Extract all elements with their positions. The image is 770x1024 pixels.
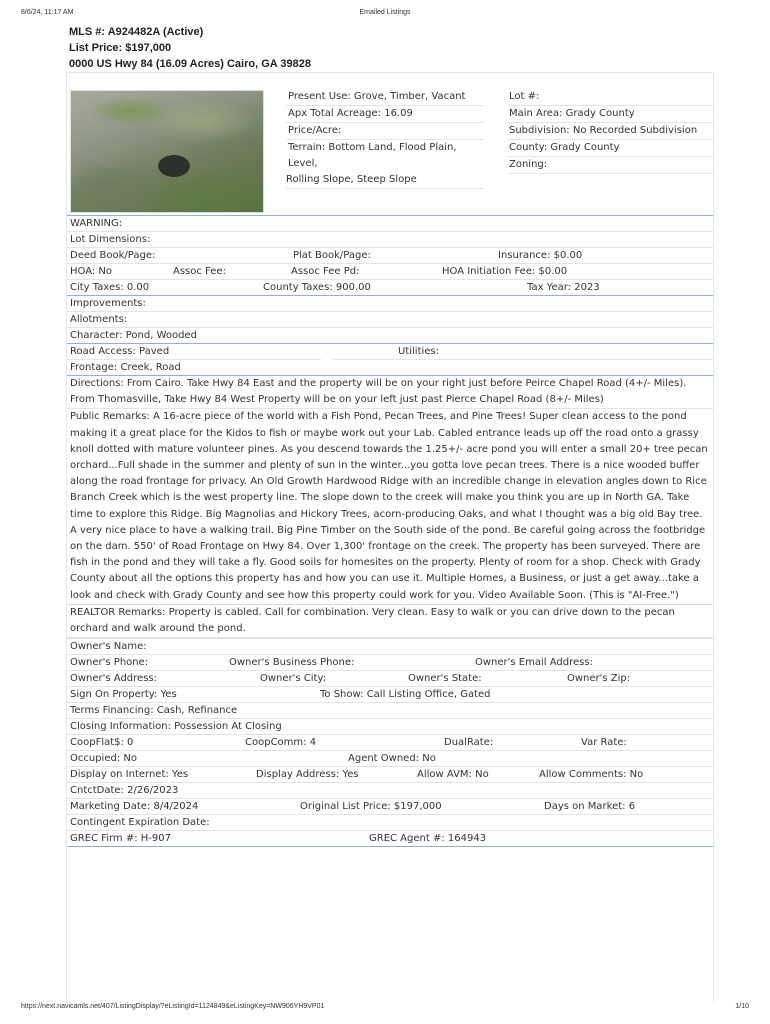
marketing-date: Marketing Date: 8/4/2024 — [70, 801, 199, 813]
row-public-remarks: Public Remarks: A 16-acre piece of the world with a Fish Pond, Pecan Trees, and Pine Trees! Super clean access to the pond making it a great place for the Kidos to fish or maybe work out your Lab. Cabled entrance leads up off the road onto a grassy knoll dotted with mature volunteer pines. As you descend towards the 1.25+/- acre pond you will enter a small 20+ tree pecan orchard...Full shade in the summer and plenty of sun in the winter...you gotta love pecan trees. There is a nice wooded buffer along the road frontage for privacy. An Old Growth Hardwood Ridge with an incredible change in elevation angles down to Rice Branch Creek which is the west property line. The slope down to the creek will make you think you are up in North GA. Take time to explore this Ridge. Big Magnolias and Hickory Trees, acorn-producing Oaks, and what I thought was a big old Bay tree. A very nice place to have a walking trail. Big Pine Timber on the South side of the pond. Be careful going across the footbridge on the dam. 550' of Road Frontage on Hwy 84. Over 1,300' frontage on the creek. The property has been surveyed. There are fish in the pond and they will take a fly. Good soils for homesites on the property. Plenty of room for a shop. Check with Grady County about all the options this property has and how you can use it. Multiple Homes, a Business, or just a get away...take a look and check with Grady County and see how this property could work for you. Video Available Soon. (This is "AI-Free.") — [67, 409, 713, 604]
fact-lot-number: Lot #: — [507, 89, 713, 106]
coop-comm: CoopComm: 4 — [245, 737, 317, 749]
plat-book: Plat Book/Page: — [293, 250, 371, 261]
fact-present-use: Present Use: Grove, Timber, Vacant — [286, 89, 484, 106]
original-list-price: Original List Price: $197,000 — [300, 801, 442, 813]
row-allotments — [67, 312, 713, 328]
details-section — [67, 216, 713, 847]
fact-terrain-line2: Rolling Slope, Steep Slope — [286, 174, 417, 185]
owner-zip: Owner's Zip: — [567, 673, 631, 685]
insurance: Insurance: $0.00 — [498, 250, 583, 261]
facts-column-left — [286, 89, 484, 189]
allow-avm: Allow AVM: No — [417, 769, 489, 781]
row-sign — [67, 687, 713, 703]
row-owner-name — [67, 639, 713, 655]
owner-address: Owner's Address: — [70, 673, 157, 685]
row-occupied — [67, 751, 713, 767]
fact-subdivision: Subdivision: No Recorded Subdivision — [507, 123, 713, 140]
fact-terrain — [286, 140, 484, 189]
row-warning — [67, 216, 713, 232]
owner-city: Owner's City: — [260, 673, 327, 685]
lot-dimensions-label: Lot Dimensions: — [70, 234, 151, 245]
var-rate: Var Rate: — [581, 737, 627, 749]
listing-panel — [66, 72, 714, 1003]
owner-email: Owner's Email Address: — [475, 657, 593, 669]
row-contingent — [67, 815, 713, 831]
summary-section — [67, 73, 713, 216]
print-date: 8/6/24, 11:17 AM — [21, 9, 74, 16]
owner-business-phone: Owner's Business Phone: — [229, 657, 355, 669]
deed-book: Deed Book/Page: — [70, 250, 156, 261]
row-owner-phone — [67, 655, 713, 671]
row-coop — [67, 735, 713, 751]
hoa: HOA: No — [70, 266, 113, 277]
row-directions: Directions: From Cairo. Take Hwy 84 East and the property will be on your right just before Peirce Chapel Road (4+/- Miles). From Thomasville, Take Hwy 84 West Property will be on your left just past Pierce Chapel Road (8+/- Miles) — [67, 376, 713, 409]
agent-owned: Agent Owned: No — [348, 753, 436, 765]
owner-phone: Owner's Phone: — [70, 657, 149, 669]
grec-firm: GREC Firm #: H-907 — [70, 833, 171, 845]
row-terms — [67, 703, 713, 719]
facts-column-right — [507, 89, 713, 174]
county-taxes: County Taxes: 900.00 — [263, 282, 371, 293]
row-improvements — [67, 296, 713, 312]
row-marketing — [67, 799, 713, 815]
row-realtor-remarks: REALTOR Remarks: Property is cabled. Call for combination. Very clean. Easy to walk or you can drive down to the pecan orchard and walk around the pond. — [67, 605, 713, 639]
row-deed — [67, 248, 713, 264]
character: Character: Pond, Wooded — [70, 330, 197, 341]
row-closing — [67, 719, 713, 735]
allow-comments: Allow Comments: No — [539, 769, 644, 781]
row-character — [67, 328, 713, 344]
print-url[interactable]: https://next.navicamls.net/407/ListingDisplay/?eListingId=1124849&eListingKey=NW906YH9VP01 — [21, 1003, 325, 1010]
contact-date: CntctDate: 2/26/2023 — [70, 785, 179, 797]
tax-year: Tax Year: 2023 — [527, 282, 600, 293]
road-access: Road Access: Paved — [70, 346, 170, 357]
coop-flat: CoopFlat$: 0 — [70, 737, 134, 749]
display-on-internet: Display on Internet: Yes — [70, 769, 189, 781]
to-show: To Show: Call Listing Office, Gated — [320, 689, 491, 701]
hoa-initiation-fee: HOA Initiation Fee: $0.00 — [442, 266, 568, 277]
page-number: 1/10 — [735, 1003, 749, 1010]
owner-name: Owner's Name: — [70, 641, 147, 653]
row-owner-address — [67, 671, 713, 687]
row-display — [67, 767, 713, 783]
sign-on-property: Sign On Property: Yes — [70, 689, 177, 701]
fact-price-acre: Price/Acre: — [286, 123, 484, 140]
occupied: Occupied: No — [70, 753, 137, 765]
row-lot-dimensions — [67, 232, 713, 248]
fact-acreage: Apx Total Acreage: 16.09 — [286, 106, 484, 123]
listing-address: 0000 US Hwy 84 (16.09 Acres) Cairo, GA 39828 — [69, 58, 311, 70]
city-taxes: City Taxes: 0.00 — [70, 282, 150, 293]
row-grec — [67, 831, 713, 847]
grec-agent: GREC Agent #: 164943 — [369, 833, 487, 845]
row-taxes — [67, 280, 713, 296]
list-price: List Price: $197,000 — [69, 42, 172, 54]
days-on-market: Days on Market: 6 — [544, 801, 636, 813]
owner-state: Owner's State: — [408, 673, 482, 685]
fact-main-area: Main Area: Grady County — [507, 106, 713, 123]
listing-photo[interactable] — [70, 90, 264, 213]
fact-county: County: Grady County — [507, 140, 713, 157]
dual-rate: DualRate: — [444, 737, 494, 749]
frontage: Frontage: Creek, Road — [70, 362, 181, 373]
fact-zoning: Zoning: — [507, 157, 713, 174]
mls-number: MLS #: A924482A (Active) — [69, 26, 204, 38]
row-frontage — [67, 360, 713, 376]
allotments: Allotments: — [70, 314, 128, 325]
print-title: Emailed Listings — [359, 9, 411, 16]
fact-terrain-line1: Terrain: Bottom Land, Flood Plain, Level, — [288, 142, 457, 169]
assoc-fee-pd: Assoc Fee Pd: — [291, 266, 360, 277]
improvements: Improvements: — [70, 298, 146, 309]
assoc-fee: Assoc Fee: — [173, 266, 226, 277]
warning-label: WARNING: — [70, 218, 123, 229]
row-road-access — [67, 344, 713, 359]
terms-financing: Terms Financing: Cash, Refinance — [70, 705, 238, 717]
row-hoa — [67, 264, 713, 280]
closing-info: Closing Information: Possession At Closing — [70, 721, 282, 733]
row-contact-date — [67, 783, 713, 799]
display-address: Display Address: Yes — [256, 769, 359, 781]
utilities: Utilities: — [398, 346, 440, 357]
listing-heading — [69, 24, 311, 72]
contingent-expiration: Contingent Expiration Date: — [70, 817, 210, 829]
